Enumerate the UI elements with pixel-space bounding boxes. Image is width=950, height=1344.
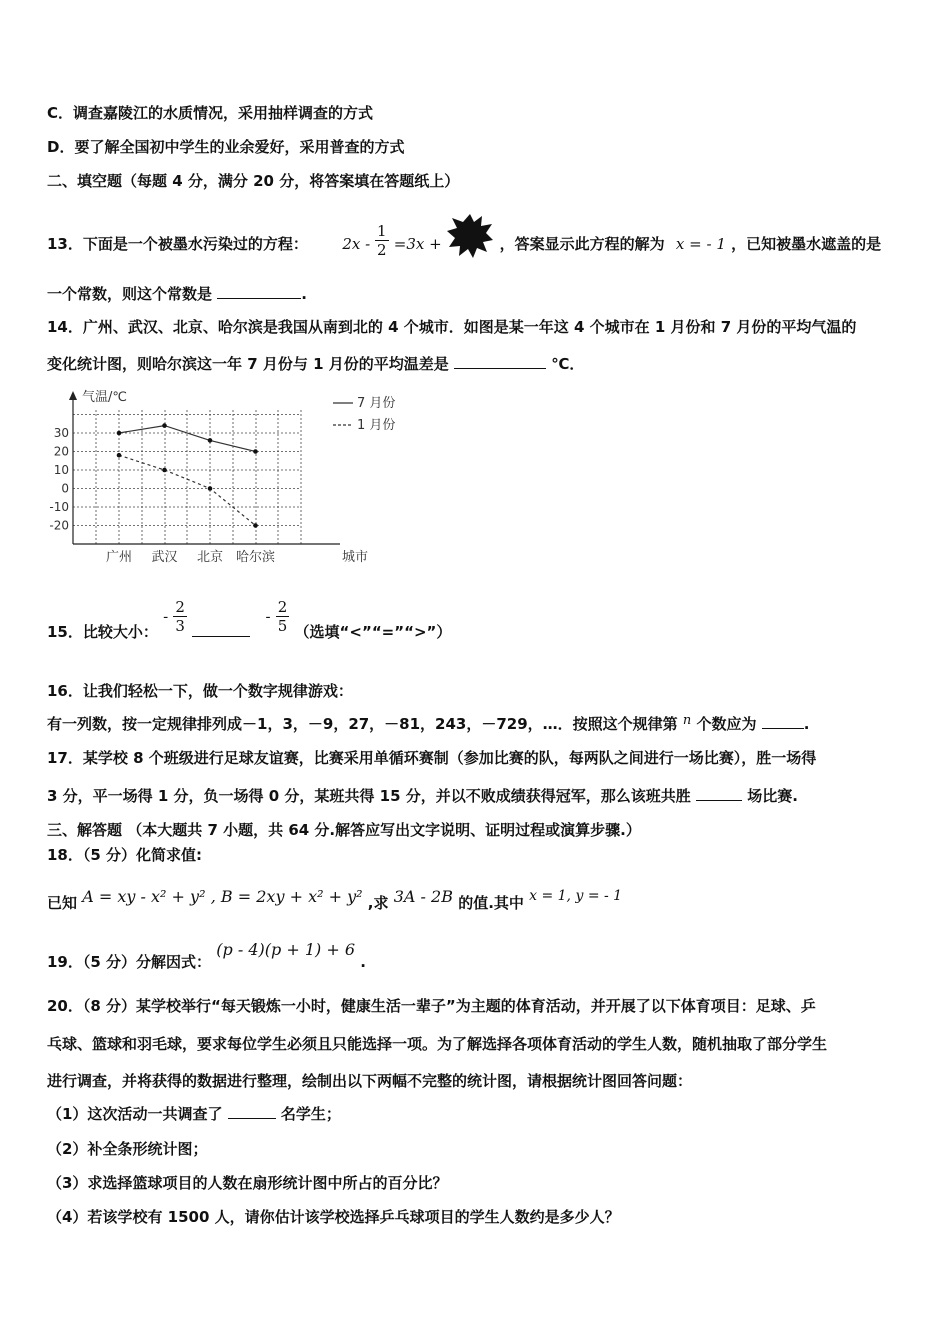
q15-text-b: （选填“<”“=”“>”） <box>294 623 452 641</box>
ink-blot-icon <box>446 213 494 264</box>
chart-grid <box>73 410 301 544</box>
legend-label-jan: 1 月份 <box>357 418 396 433</box>
data-point <box>208 486 213 491</box>
question-19 <box>47 937 366 971</box>
q14-unit: ℃． <box>551 355 585 373</box>
q20-sub1-text-a: （1）这次活动一共调查了 <box>47 1105 223 1123</box>
x-tick-label: 哈尔滨 <box>235 550 276 565</box>
option-d: D．要了解全国初中学生的业余爱好，采用普查的方式 <box>47 138 405 156</box>
y-tick-label: 10 <box>53 463 69 477</box>
q18-target-expr: 3A - 2B <box>393 887 453 906</box>
q20-sub1-text-b: 名学生； <box>280 1105 341 1123</box>
q17-text-b: 3 分，平一场得 1 分，负一场得 0 分，某班共得 15 分，并以不败成绩获得冠军，那么该班共胜 <box>47 787 691 805</box>
question-14-line-1: 14．广州、武汉、北京、哈尔滨是我国从南到北的 4 个城市．如图是某一年这 4 个城市在 1 月份和 7 月份的平均气温的 <box>47 318 857 336</box>
q19-expression: (p - 4)(p + 1) + 6 <box>216 940 356 959</box>
chart-ylabel: 气温/℃ <box>82 390 127 405</box>
q13-equation-rhs: =3x + <box>393 235 447 253</box>
question-13-line-2: 一个常数，则这个常数是 . <box>47 285 307 303</box>
section-3-heading: 三、解答题 （本大题共 7 小题，共 64 分.解答应写出文字说明、证明过程或演算步骤.） <box>47 821 641 839</box>
q19-text-a: 19．（5 分）分解因式： <box>47 953 212 971</box>
q20-sub1-blank <box>228 1104 276 1119</box>
question-14-line-2 <box>47 354 584 374</box>
data-point <box>208 438 213 443</box>
q16-n: n <box>682 713 692 728</box>
section-2-heading: 二、填空题（每题 4 分，满分 20 分，将答案填在答题纸上） <box>47 172 460 190</box>
q18-A-expr: A = xy - x² + y² <box>82 887 206 906</box>
question-20-sub-3: （3）求选择篮球项目的人数在扇形统计图中所占的百分比？ <box>47 1174 448 1192</box>
data-point <box>162 423 167 428</box>
q13-half-den: 2 <box>376 241 387 259</box>
question-20-line-1: 20．（8 分）某学校举行“每天锻炼一小时，健康生活一辈子”为主题的体育活动，并开展了以下体育项目：足球、乒 <box>47 997 816 1015</box>
data-point <box>253 449 258 454</box>
q13-text-a: 13．下面是一个被墨水污染过的方程： <box>47 235 308 253</box>
y-tick-label: -20 <box>49 518 69 533</box>
q13-text-b: ，答案显示此方程的解为 <box>499 235 665 253</box>
q13-half-num: 1 <box>376 222 387 240</box>
temperature-line-chart <box>40 385 410 570</box>
q18-B-expr: , B = 2xy + x² + y² <box>210 887 363 906</box>
question-20-sub-1 <box>47 1104 341 1124</box>
q18-values: x = 1, y = - 1 <box>529 888 623 904</box>
q15-text-a: 15．比较大小： <box>47 623 158 641</box>
q15-f2-num: 2 <box>277 598 288 616</box>
q18-text-d: 的值.其中 <box>458 894 524 912</box>
data-point <box>117 453 122 458</box>
q15-f1-num: 2 <box>175 598 185 616</box>
q15-f2-den: 5 <box>277 617 288 635</box>
question-16-line-1: 16．让我们轻松一下，做一个数字规律游戏： <box>47 682 353 700</box>
data-point <box>117 431 122 436</box>
question-18-heading: 18．（5 分）化简求值: <box>47 846 203 864</box>
q15-f2 <box>276 598 290 635</box>
legend-label-july: 7 月份 <box>357 396 396 411</box>
q13-solution: x = - 1 <box>675 235 726 253</box>
data-point <box>162 468 167 473</box>
chart-legend <box>333 396 395 433</box>
y-axis-arrow <box>69 391 77 400</box>
x-tick-label: 武汉 <box>151 550 178 565</box>
chart-xlabel: 城市 <box>342 550 369 565</box>
q16-answer-blank <box>762 714 804 729</box>
q13-text-c: ，已知被墨水遮盖的是 <box>731 235 882 253</box>
q13-answer-blank <box>217 284 301 299</box>
q16-text-b: 有一列数，按一定规律排列成－1，3，－9，27，－81，243，－729，…．按照这个规律第 <box>47 715 678 733</box>
q17-answer-blank <box>696 786 742 801</box>
data-point <box>253 523 258 528</box>
q15-f1-sign: - <box>163 607 169 626</box>
y-tick-label: 20 <box>53 444 69 459</box>
x-tick-label: 广州 <box>105 550 133 565</box>
q18-text-c: ,求 <box>367 894 389 912</box>
q16-text-c: 个数应为 <box>696 715 757 733</box>
y-tick-label: 0 <box>61 481 69 496</box>
q15-f1 <box>173 598 187 635</box>
question-15 <box>47 598 451 648</box>
question-20-sub-4: （4）若该学校有 1500 人，请你估计该学校选择乒乓球项目的学生人数约是多少人？ <box>47 1208 620 1226</box>
q15-f2-sign: - <box>265 607 271 626</box>
q15-f1-den: 3 <box>175 617 185 635</box>
q19-period: . <box>360 953 366 971</box>
option-c: C．调查嘉陵江的水质情况，采用抽样调查的方式 <box>47 104 374 122</box>
question-18-body <box>47 884 622 911</box>
question-20-sub-2: （2）补全条形统计图； <box>47 1140 208 1158</box>
y-tick-label: -10 <box>49 500 69 514</box>
question-20-line-3: 进行调查，并将获得的数据进行整理，绘制出以下两幅不完整的统计图，请根据统计图回答问题： <box>47 1072 693 1090</box>
question-13-line-1 <box>47 219 881 270</box>
q15-fraction-1 <box>163 598 187 635</box>
question-17-line-1: 17．某学校 8 个班级进行足球友谊赛，比赛采用单循环赛制（参加比赛的队，每两队之间进行一场比赛），胜一场得 <box>47 749 817 767</box>
q15-fraction-2 <box>265 598 289 635</box>
chart-axes <box>49 391 340 565</box>
q13-equation-lhs: 2x - <box>342 235 375 253</box>
q14-text-b: 变化统计图，则哈尔滨这一年 7 月份与 1 月份的平均温差是 <box>47 355 449 373</box>
x-tick-label: 北京 <box>196 550 224 565</box>
q17-text-c: 场比赛. <box>747 787 798 805</box>
q18-text-b: 已知 <box>47 894 78 912</box>
q15-answer-blank <box>192 622 250 637</box>
q14-answer-blank <box>454 354 546 369</box>
q13-text-d: 一个常数，则这个常数是 <box>47 285 213 303</box>
question-16-line-2: 有一列数，按一定规律排列成－1，3，－9，27，－81，243，－729，…．按照这个规律第 n 个数应为 . <box>47 713 810 733</box>
q13-half-fraction <box>375 222 389 259</box>
question-20-line-2: 乓球、篮球和羽毛球，要求每位学生必须且只能选择一项。为了解选择各项体育活动的学生人数，随机抽取了部分学生 <box>47 1035 828 1053</box>
y-tick-label: 30 <box>53 426 69 440</box>
question-17-line-2 <box>47 786 798 806</box>
